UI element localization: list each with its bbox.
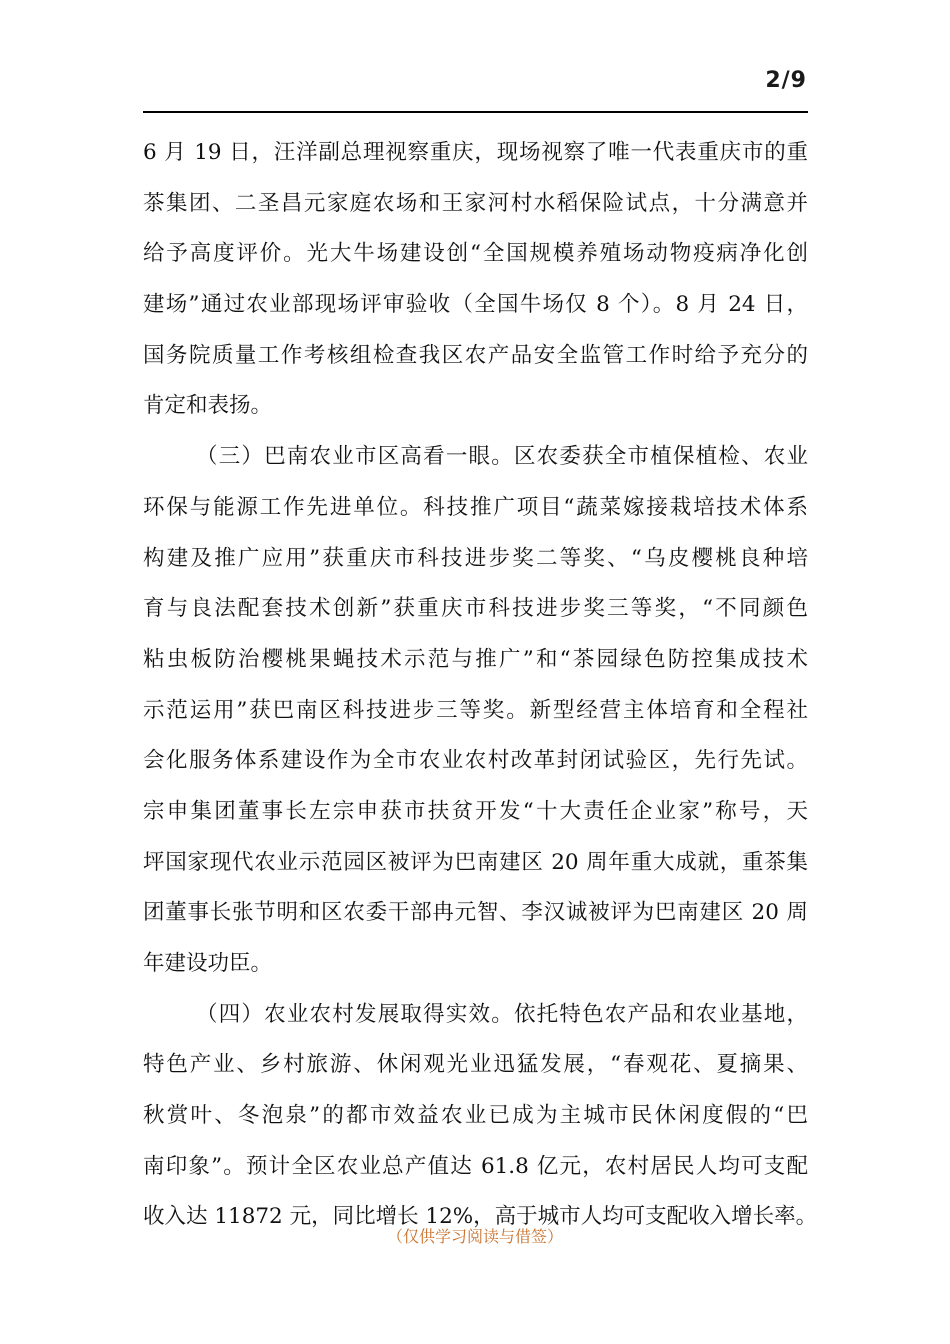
section-heading-line: （四）农业农村发展取得实效。依托特色农产品和农业基地， xyxy=(196,1001,808,1027)
text-line: 会化服务体系建设作为全市农业农村改革封闭试验区，先行先试。 xyxy=(143,748,808,774)
text-line: 特色产业、乡村旅游、休闲观光业迅猛发展，“春观花、夏摘果、 xyxy=(143,1052,808,1078)
text-line: 环保与能源工作先进单位。科技推广项目“蔬菜嫁接栽培技术体系 xyxy=(143,494,808,520)
text-line: 建场”通过农业部现场评审验收（全国牛场仅 8 个）。8 月 24 日， xyxy=(143,292,808,318)
header-divider xyxy=(143,111,808,113)
text-line: 给予高度评价。光大牛场建设创“全国规模养殖场动物疫病净化创 xyxy=(143,241,808,267)
section-heading-line: （三）巴南农业市区高看一眼。区农委获全市植保植检、农业 xyxy=(196,444,808,470)
text-line: 示范运用”获巴南区科技进步三等奖。新型经营主体培育和全程社 xyxy=(143,697,808,723)
text-line: 宗申集团董事长左宗申获市扶贫开发“十大责任企业家”称号，天 xyxy=(143,798,808,824)
text-line: 收入达 11872 元，同比增长 12%，高于城市人均可支配收入增长率。 xyxy=(143,1204,818,1230)
text-line: 秋赏叶、冬泡泉”的都市效益农业已成为主城市民休闲度假的“巴 xyxy=(143,1103,808,1129)
text-line: 茶集团、二圣昌元家庭农场和王家河村水稻保险试点，十分满意并 xyxy=(143,190,808,216)
text-line: 团董事长张节明和区农委干部冉元智、李汉诚被评为巴南建区 20 周 xyxy=(143,900,808,926)
text-line: 南印象”。预计全区农业总产值达 61.8 亿元，农村居民人均可支配 xyxy=(143,1153,808,1179)
text-line: 6 月 19 日，汪洋副总理视察重庆，现场视察了唯一代表重庆市的重 xyxy=(143,140,808,165)
footer-note: （仅供学习阅读与借签） xyxy=(386,1227,563,1246)
text-line: 坪国家现代农业示范园区被评为巴南建区 20 周年重大成就，重茶集 xyxy=(143,849,808,875)
text-line: 国务院质量工作考核组检查我区农产品安全监管工作时给予充分的 xyxy=(143,342,808,368)
page-number: 2/9 xyxy=(765,68,807,93)
text-line: 育与良法配套技术创新”获重庆市科技进步奖三等奖，“不同颜色 xyxy=(143,596,808,622)
document-body xyxy=(143,128,818,1243)
text-line: 构建及推广应用”获重庆市科技进步奖二等奖、“乌皮樱桃良种培 xyxy=(143,545,808,571)
text-line: 肯定和表扬。 xyxy=(143,393,273,419)
text-line: 粘虫板防治樱桃果蝇技术示范与推广”和“茶园绿色防控集成技术 xyxy=(143,646,808,672)
text-line: 年建设功臣。 xyxy=(143,951,273,976)
